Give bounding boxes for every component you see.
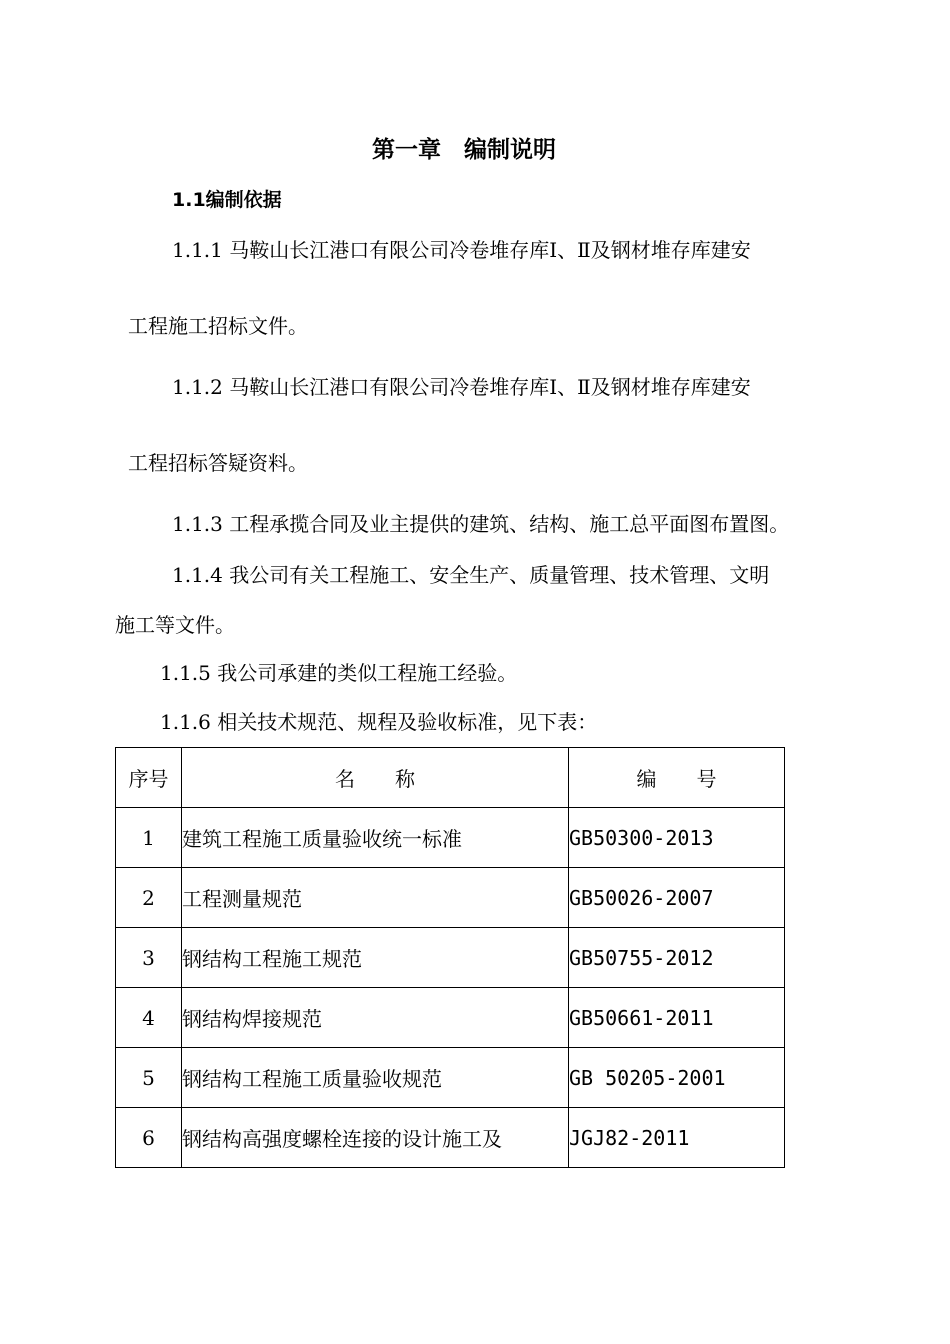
row-code: GB 50205-2001 [569, 1048, 785, 1108]
table-row [116, 928, 785, 988]
row-no: 4 [116, 988, 182, 1048]
paragraph-2-line-1: 1.1.2 马鞍山长江港口有限公司冷卷堆存库Ⅰ、Ⅱ及钢材堆存库建安 [172, 375, 751, 399]
header-no: 序号 [116, 748, 182, 808]
chapter-title: 第一章 编制说明 [372, 137, 556, 163]
paragraph-6: 1.1.6 相关技术规范、规程及验收标准，见下表： [160, 710, 598, 734]
paragraph-2-line-2: 工程招标答疑资料。 [128, 451, 308, 475]
row-no: 2 [116, 868, 182, 928]
row-no: 3 [116, 928, 182, 988]
row-name: 钢结构工程施工规范 [182, 928, 569, 988]
header-name: 名 称 [182, 748, 569, 808]
paragraph-3: 1.1.3 工程承揽合同及业主提供的建筑、结构、施工总平面图布置图。 [172, 512, 790, 536]
row-name: 钢结构工程施工质量验收规范 [182, 1048, 569, 1108]
row-no: 1 [116, 808, 182, 868]
paragraph-5: 1.1.5 我公司承建的类似工程施工经验。 [160, 661, 518, 685]
paragraph-4-line-2: 施工等文件。 [115, 613, 235, 637]
row-code: GB50661-2011 [569, 988, 785, 1048]
table-row [116, 868, 785, 928]
row-code: GB50755-2012 [569, 928, 785, 988]
row-code: JGJ82-2011 [569, 1108, 785, 1168]
row-code: GB50026-2007 [569, 868, 785, 928]
table-row [116, 808, 785, 868]
header-code: 编 号 [569, 748, 785, 808]
standards-table [115, 747, 785, 1168]
row-name: 钢结构高强度螺栓连接的设计施工及 [182, 1108, 569, 1168]
table-row [116, 1108, 785, 1168]
row-code: GB50300-2013 [569, 808, 785, 868]
section-title: 1.1编制依据 [172, 189, 282, 211]
table-header-row [116, 748, 785, 808]
row-no: 5 [116, 1048, 182, 1108]
row-name: 建筑工程施工质量验收统一标准 [182, 808, 569, 868]
row-name: 钢结构焊接规范 [182, 988, 569, 1048]
paragraph-1-line-2: 工程施工招标文件。 [128, 314, 308, 338]
paragraph-1-line-1: 1.1.1 马鞍山长江港口有限公司冷卷堆存库Ⅰ、Ⅱ及钢材堆存库建安 [172, 238, 751, 262]
table-row [116, 1048, 785, 1108]
table-row [116, 988, 785, 1048]
row-name: 工程测量规范 [182, 868, 569, 928]
paragraph-4-line-1: 1.1.4 我公司有关工程施工、安全生产、质量管理、技术管理、文明 [172, 563, 770, 587]
row-no: 6 [116, 1108, 182, 1168]
